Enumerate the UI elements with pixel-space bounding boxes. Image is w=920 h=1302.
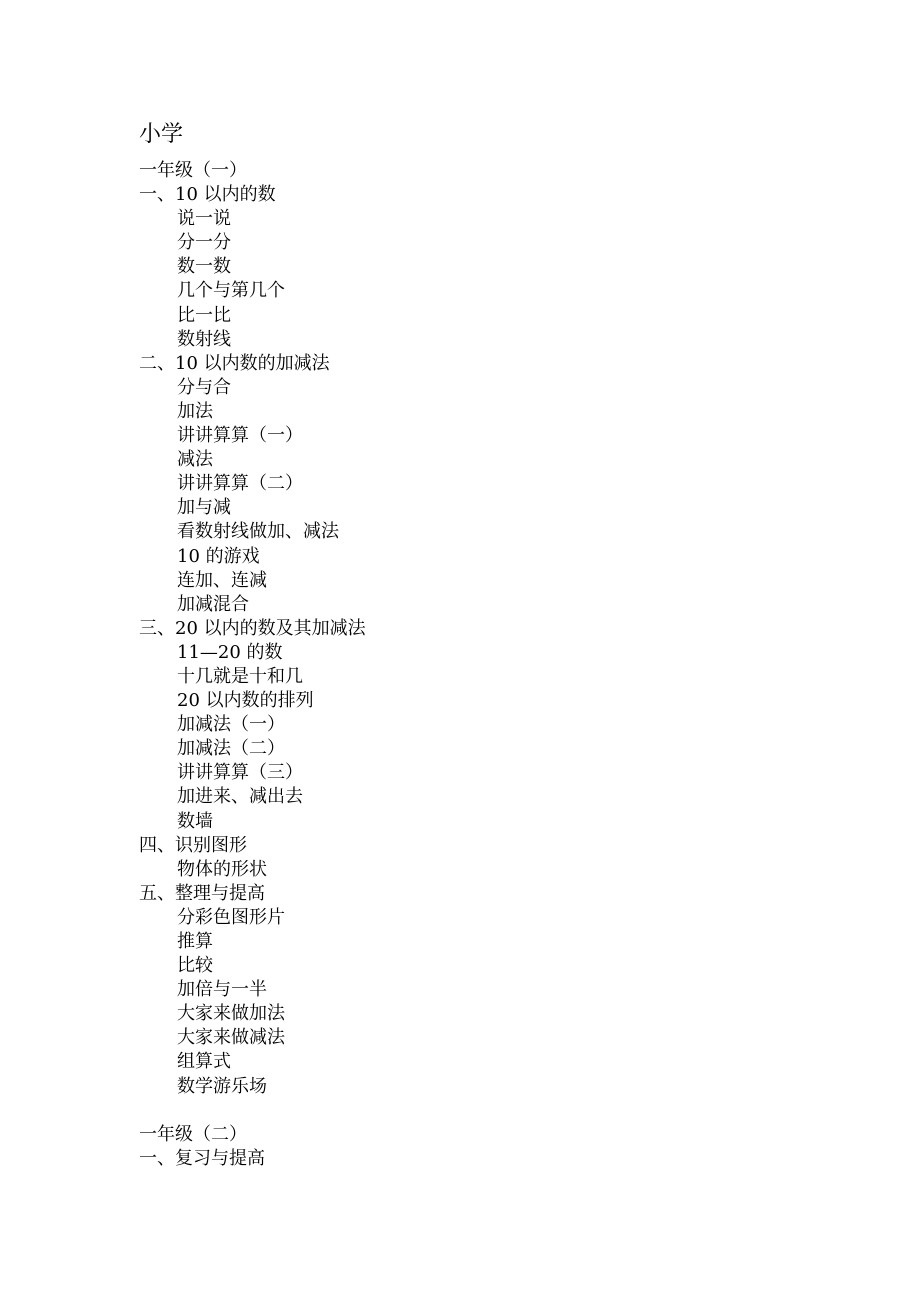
lesson-item: 看数射线做加、减法 [177, 521, 339, 543]
unit-heading: 一、10 以内的数 [139, 184, 276, 206]
lesson-item: 推算 [177, 931, 213, 952]
grade-section-2 [139, 1123, 839, 1171]
lesson-item: 十几就是十和几 [177, 665, 303, 687]
grade-heading: 一年级（二） [139, 1124, 247, 1145]
lesson-item: 连加、连减 [177, 569, 267, 591]
unit-heading: 一、复习与提高 [139, 1148, 265, 1170]
lesson-item: 分一分 [177, 232, 231, 254]
lesson-item: 讲讲算算（三） [177, 762, 303, 784]
lesson-item: 大家来做加法 [177, 1003, 285, 1025]
lesson-item: 加减法（一） [177, 714, 285, 736]
lesson-item: 分与合 [177, 376, 231, 398]
page-title: 小学 [139, 122, 184, 147]
lesson-item: 说一说 [177, 208, 231, 230]
lesson-item: 讲讲算算（一） [177, 425, 303, 447]
lesson-item: 数墙 [177, 810, 213, 832]
unit-heading: 五、整理与提高 [139, 882, 265, 904]
lesson-item: 加减混合 [177, 593, 249, 615]
lesson-item: 加减法（二） [177, 738, 285, 760]
lesson-item: 加法 [177, 400, 213, 422]
unit-heading: 二、10 以内数的加减法 [139, 352, 330, 374]
lesson-item: 10 的游戏 [177, 545, 260, 567]
unit-heading: 四、识别图形 [139, 834, 247, 856]
grade-heading: 一年级（一） [139, 160, 247, 181]
lesson-item: 几个与第几个 [177, 280, 285, 302]
lesson-item: 20 以内数的排列 [177, 690, 314, 712]
lesson-item: 大家来做减法 [177, 1027, 285, 1049]
lesson-item: 比一比 [177, 304, 231, 326]
lesson-item: 加倍与一半 [177, 979, 267, 1001]
unit-heading: 三、20 以内的数及其加减法 [139, 617, 366, 639]
lesson-item: 加与减 [177, 497, 231, 519]
lesson-item: 数学游乐场 [177, 1075, 267, 1097]
grade-section-1 [139, 159, 839, 1099]
lesson-item: 讲讲算算（二） [177, 473, 303, 495]
lesson-item: 物体的形状 [177, 858, 267, 880]
lesson-item: 数射线 [177, 328, 231, 350]
lesson-item: 11—20 的数 [177, 641, 283, 663]
lesson-item: 分彩色图形片 [177, 906, 285, 928]
lesson-item: 减法 [177, 449, 213, 471]
lesson-item: 组算式 [177, 1051, 231, 1073]
lesson-item: 比较 [177, 955, 213, 977]
lesson-item: 加进来、减出去 [177, 786, 303, 808]
lesson-item: 数一数 [177, 256, 231, 278]
